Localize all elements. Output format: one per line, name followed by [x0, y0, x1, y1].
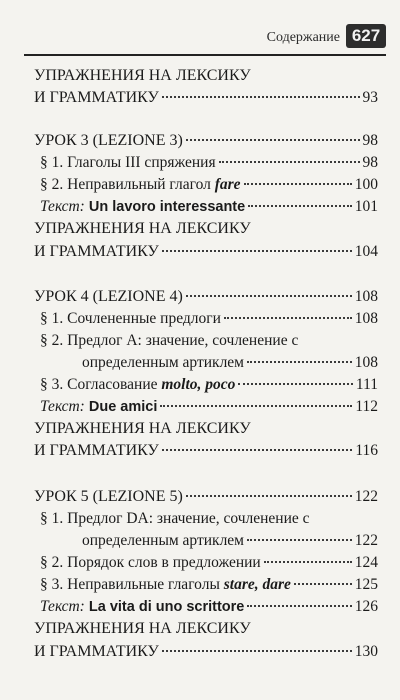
toc-page-number: 111 — [355, 376, 378, 393]
toc-lesson-entry[interactable] — [34, 288, 378, 310]
toc-entry-label: УРОК 3 (LEZIONE 3) — [34, 132, 183, 149]
toc-page-number: 125 — [354, 576, 378, 593]
toc-entry-label — [40, 598, 244, 616]
toc-section-entry[interactable] — [82, 532, 378, 554]
toc-label-text: § 3. Неправильные глаголы — [40, 576, 224, 593]
toc-exercises-entry[interactable] — [34, 243, 378, 265]
dot-leader — [160, 405, 352, 407]
toc-page-number: 130 — [354, 643, 378, 660]
toc-exercises-line1: УПРАЖНЕНИЯ НА ЛЕКСИКУ — [34, 420, 251, 437]
text-prefix: Текст: — [40, 598, 85, 615]
text-prefix: Текст: — [40, 398, 85, 415]
page-number-badge: 627 — [346, 24, 386, 48]
toc-page-number: 98 — [362, 132, 378, 149]
dot-leader — [162, 250, 352, 252]
text-title: Due amici — [84, 399, 158, 415]
toc-entry-label — [40, 576, 291, 594]
dot-leader — [248, 205, 352, 207]
dot-leader — [238, 383, 352, 385]
toc-label-emphasis: fare — [214, 176, 241, 193]
toc-section-entry[interactable] — [40, 376, 378, 398]
toc-entry-label: определенным артиклем — [82, 354, 244, 371]
dot-leader — [186, 295, 352, 297]
toc-section-line1: § 1. Предлог DA: значение, сочленение с — [40, 510, 310, 527]
toc-entry-label: И ГРАММАТИКУ — [34, 442, 159, 459]
toc-page-number: 124 — [354, 554, 378, 571]
toc-lesson-entry[interactable] — [34, 132, 378, 154]
toc-label-emphasis: stare, dare — [223, 576, 291, 593]
toc-entry-label — [40, 398, 157, 416]
toc-page-number: 108 — [354, 310, 378, 327]
toc-entry-label: УРОК 5 (LEZIONE 5) — [34, 488, 183, 505]
dot-leader — [162, 650, 352, 652]
toc-exercises-line1: УПРАЖНЕНИЯ НА ЛЕКСИКУ — [34, 67, 251, 84]
dot-leader — [247, 361, 352, 363]
toc-exercises-entry[interactable] — [34, 89, 378, 111]
toc-page-number: 122 — [354, 488, 378, 505]
toc-exercises-line1: УПРАЖНЕНИЯ НА ЛЕКСИКУ — [34, 220, 251, 237]
toc-entry-label — [40, 376, 235, 394]
toc-entry-label: И ГРАММАТИКУ — [34, 89, 159, 106]
dot-leader — [224, 317, 352, 319]
dot-leader — [264, 561, 352, 563]
toc-exercises-entry[interactable] — [34, 442, 378, 464]
toc-entry-label — [40, 198, 245, 216]
toc-entry-label — [40, 176, 241, 194]
dot-leader — [162, 449, 352, 451]
dot-leader — [162, 96, 360, 98]
page-header — [0, 0, 400, 56]
toc-entry-label: § 1. Глаголы III спряжения — [40, 154, 216, 171]
toc-text-entry[interactable] — [40, 198, 378, 220]
toc-section-entry[interactable] — [40, 576, 378, 598]
toc-label-text: § 2. Неправильный глагол — [40, 176, 215, 193]
toc-page-number: 108 — [354, 288, 378, 305]
header-rule — [24, 54, 386, 56]
toc-section-entry[interactable] — [40, 154, 378, 176]
text-title: La vita di uno scrittore — [84, 599, 245, 615]
toc-entry-label: И ГРАММАТИКУ — [34, 243, 159, 260]
toc-entry-label: § 1. Сочлененные предлоги — [40, 310, 221, 327]
toc-page-number: 108 — [354, 354, 378, 371]
dot-leader — [247, 605, 351, 607]
toc-text-entry[interactable] — [40, 598, 378, 620]
toc-section-entry[interactable] — [40, 554, 378, 576]
dot-leader — [244, 183, 352, 185]
text-title: Un lavoro interessante — [84, 199, 246, 215]
toc-section-entry[interactable] — [40, 176, 378, 198]
toc-section-entry[interactable] — [82, 354, 378, 376]
toc-entry-label: И ГРАММАТИКУ — [34, 643, 159, 660]
dot-leader — [219, 161, 360, 163]
running-title: Содержание — [266, 30, 340, 45]
dot-leader — [247, 539, 352, 541]
toc-page-number: 126 — [354, 598, 378, 615]
toc-page-number: 93 — [362, 89, 378, 106]
toc-section-line1: § 2. Предлог А: значение, сочленение с — [40, 332, 299, 349]
toc-label-emphasis: molto, poco — [161, 376, 236, 393]
dot-leader — [186, 139, 360, 141]
toc-entry-label: УРОК 4 (LEZIONE 4) — [34, 288, 183, 305]
toc-page-number: 101 — [354, 198, 378, 215]
dot-leader — [186, 495, 352, 497]
toc-page-number: 116 — [355, 442, 378, 459]
toc-lesson-entry[interactable] — [34, 488, 378, 510]
toc-exercises-line1: УПРАЖНЕНИЯ НА ЛЕКСИКУ — [34, 620, 251, 637]
toc-text-entry[interactable] — [40, 398, 378, 420]
toc-entry-label: определенным артиклем — [82, 532, 244, 549]
toc-section-entry[interactable] — [40, 310, 378, 332]
toc-page-number: 100 — [354, 176, 378, 193]
toc-entry-label: § 2. Порядок слов в предложении — [40, 554, 261, 571]
toc-exercises-entry[interactable] — [34, 643, 378, 665]
toc-page-number: 122 — [354, 532, 378, 549]
toc-page-number: 98 — [362, 154, 378, 171]
toc-label-text: § 3. Согласование — [40, 376, 162, 393]
text-prefix: Текст: — [40, 198, 85, 215]
toc-page-number: 112 — [355, 398, 378, 415]
toc-page-number: 104 — [354, 243, 378, 260]
dot-leader — [294, 583, 352, 585]
